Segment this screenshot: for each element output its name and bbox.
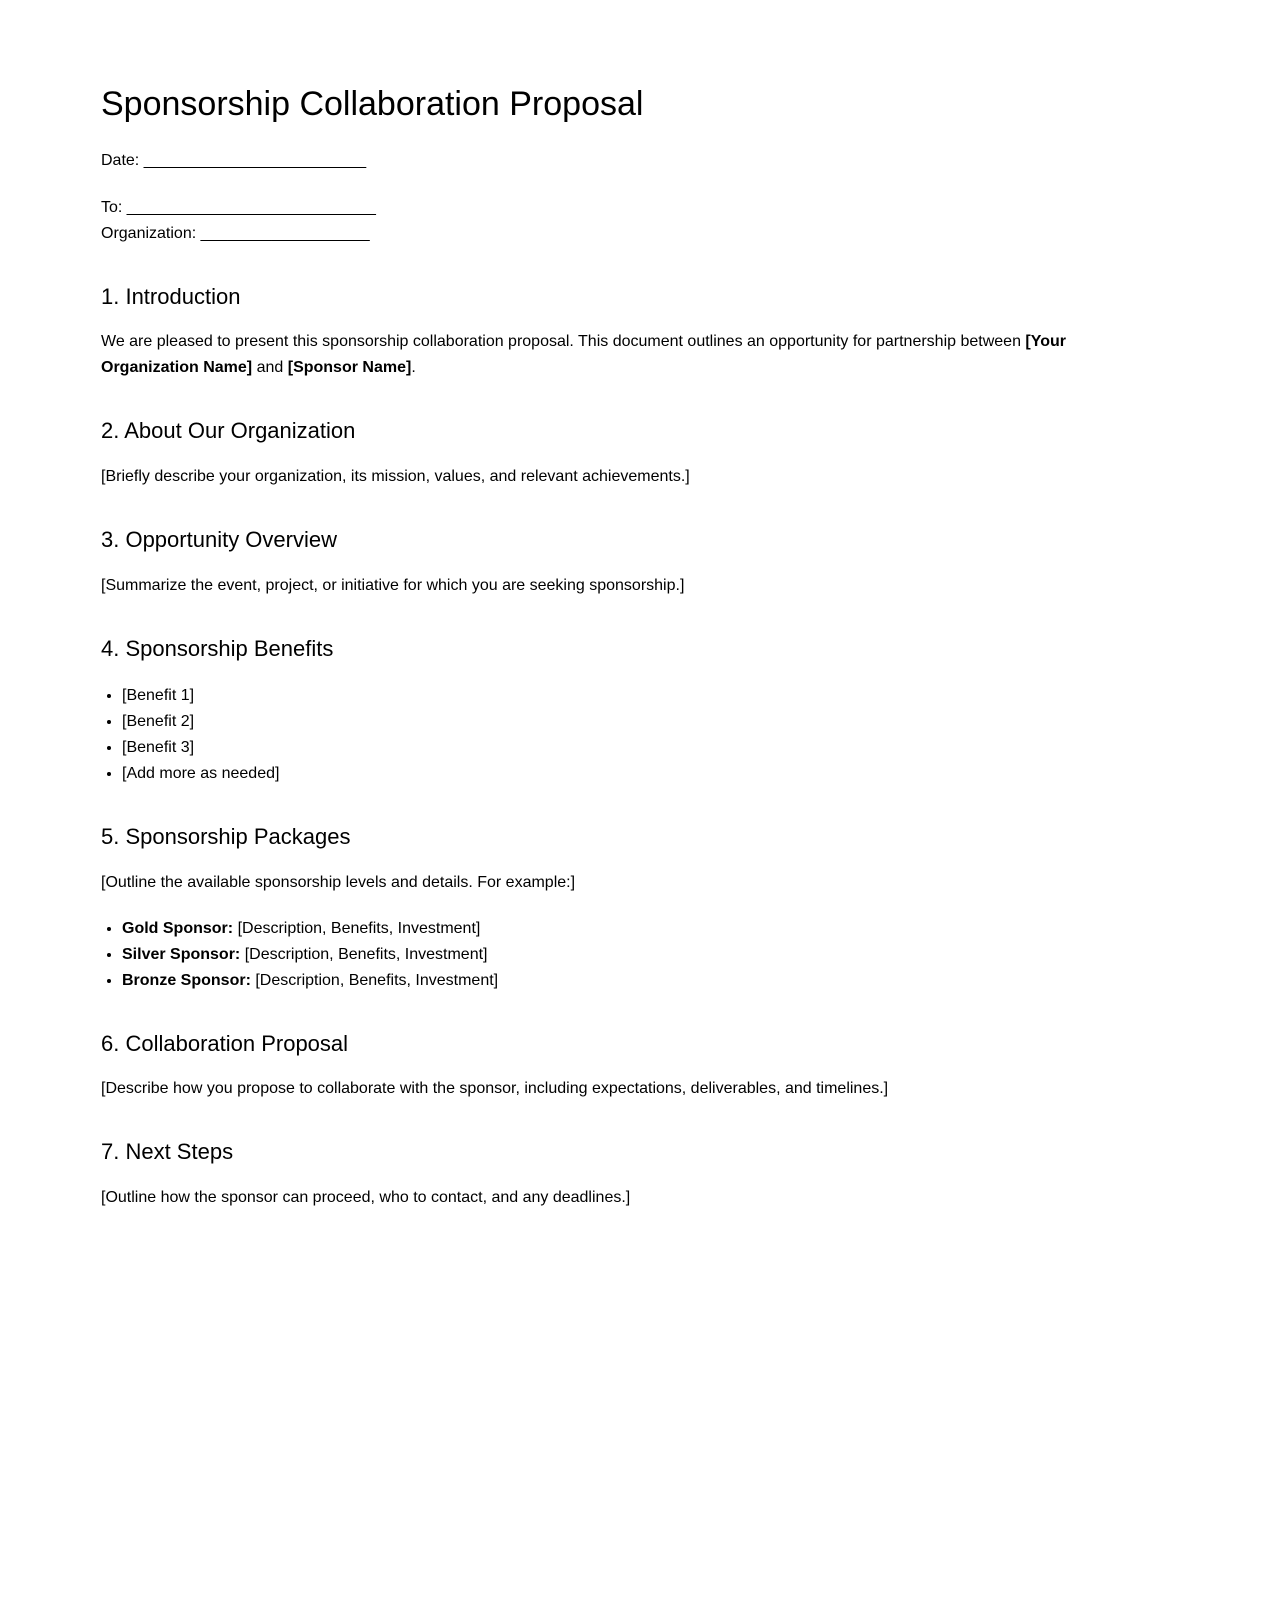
to-label: To:: [101, 198, 123, 216]
section-heading: 3. Opportunity Overview: [101, 526, 337, 552]
package-description: [Description, Benefits, Investment]: [255, 971, 499, 989]
document-title: Sponsorship Collaboration Proposal: [101, 85, 644, 123]
benefit-item: • [Benefit 2]: [122, 709, 1101, 735]
section-about-organization: [101, 417, 1101, 490]
section-heading: 4. Sponsorship Benefits: [101, 635, 334, 661]
date-blank-line: _________________________: [143, 151, 367, 169]
date-field: [101, 148, 1101, 174]
your-organization-placeholder: [Your Organization Name]: [101, 333, 1066, 377]
section-sponsorship-packages: [101, 823, 1101, 994]
package-description: [Description, Benefits, Investment]: [237, 919, 481, 937]
recipient-field: [101, 195, 1101, 247]
intro-text-end: .: [411, 359, 416, 377]
sponsor-name-placeholder: [Sponsor Name]: [287, 359, 412, 377]
package-label: Gold Sponsor:: [122, 919, 234, 937]
date-label: Date:: [101, 151, 140, 169]
section-next-steps: [101, 1138, 1101, 1211]
package-label: Bronze Sponsor:: [122, 971, 251, 989]
benefits-list: [101, 683, 1101, 787]
package-item: [122, 916, 1101, 942]
benefit-item: • [Add more as needed]: [122, 761, 1101, 787]
to-blank-line: ____________________________: [126, 198, 376, 216]
organization-blank-line: ___________________: [200, 224, 370, 242]
section-introduction: [101, 283, 1101, 382]
section-sponsorship-benefits: [101, 635, 1101, 788]
section-paragraph: [Briefly describe your organization, its mission, values, and relevant achievements.]: [101, 467, 690, 485]
package-item: [122, 942, 1101, 968]
section-paragraph: [Summarize the event, project, or initiative for which you are seeking sponsorship.]: [101, 576, 685, 594]
intro-text-middle: and: [252, 359, 288, 377]
section-heading: 5. Sponsorship Packages: [101, 824, 351, 850]
benefit-item: • [Benefit 3]: [122, 735, 1101, 761]
intro-text-start: We are pleased to present this sponsorship collaboration proposal. This document outlines an opportunity for partnership between: [101, 333, 1026, 351]
section-paragraph: [Outline the available sponsorship levels and details. For example:]: [101, 873, 576, 891]
package-description: [Description, Benefits, Investment]: [244, 945, 488, 963]
section-paragraph: [Describe how you propose to collaborate with the sponsor, including expectations, deliverables, and timelines.]: [101, 1080, 889, 1098]
section-heading: 1. Introduction: [101, 283, 241, 309]
section-heading: 2. About Our Organization: [101, 418, 356, 444]
packages-list: [101, 916, 1101, 994]
section-opportunity-overview: [101, 526, 1101, 599]
benefit-item: • [Benefit 1]: [122, 683, 1101, 709]
organization-label: Organization:: [101, 224, 197, 242]
section-paragraph: [101, 329, 1101, 381]
section-heading: 7. Next Steps: [101, 1139, 234, 1165]
section-paragraph: [Outline how the sponsor can proceed, who to contact, and any deadlines.]: [101, 1188, 631, 1206]
package-label: Silver Sponsor:: [122, 945, 241, 963]
section-heading: 6. Collaboration Proposal: [101, 1030, 349, 1056]
section-collaboration-proposal: [101, 1030, 1101, 1103]
package-item: [122, 968, 1101, 994]
